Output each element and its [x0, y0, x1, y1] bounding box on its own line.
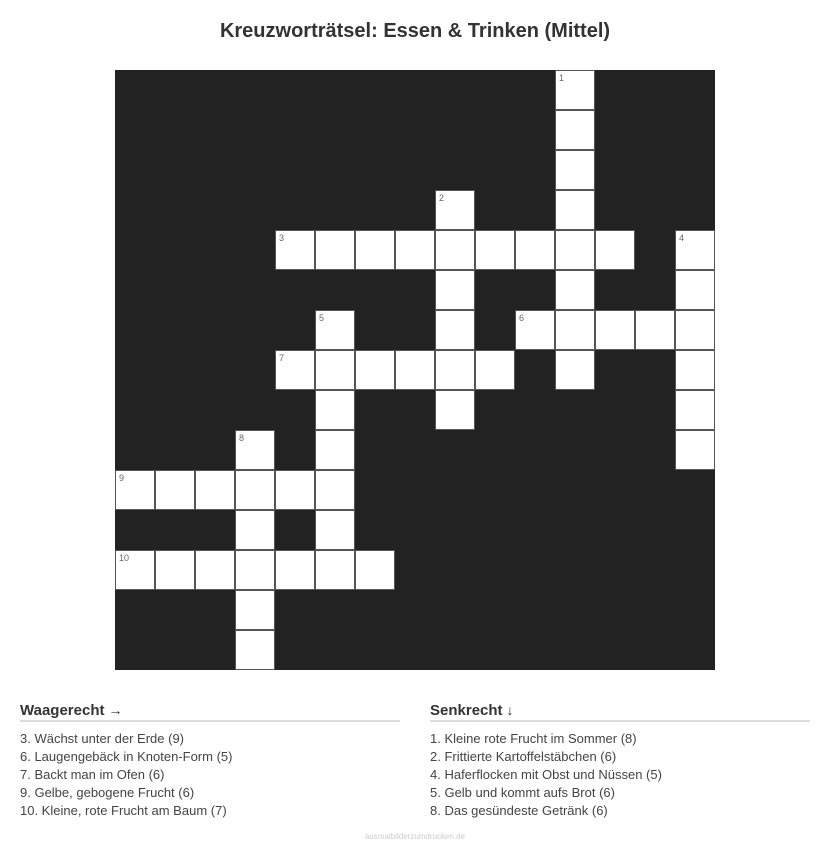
grid-cell[interactable]	[355, 350, 395, 390]
grid-cell[interactable]	[275, 350, 315, 390]
grid-cell[interactable]	[235, 590, 275, 630]
grid-cell[interactable]	[675, 230, 715, 270]
grid-cell[interactable]	[235, 630, 275, 670]
grid-cell[interactable]	[555, 310, 595, 350]
crossword-grid	[115, 70, 715, 670]
across-clue: 6. Laugengebäck in Knoten-Form (5)	[20, 749, 233, 764]
page-title: Kreuzworträtsel: Essen & Trinken (Mittel)	[219, 20, 611, 42]
across-clue: 9. Gelbe, gebogene Frucht (6)	[20, 785, 195, 800]
grid-cell[interactable]	[675, 310, 715, 350]
grid-cell[interactable]	[475, 230, 515, 270]
grid-cell[interactable]	[155, 470, 195, 510]
cell-number: 2	[439, 193, 445, 203]
grid-cell[interactable]	[555, 190, 595, 230]
grid-cell[interactable]	[315, 430, 355, 470]
grid-cell[interactable]	[435, 270, 475, 310]
grid-cell[interactable]	[435, 190, 475, 230]
down-heading	[430, 702, 810, 722]
grid-cell[interactable]	[315, 470, 355, 510]
arrow-right-icon: →	[108, 702, 123, 718]
grid-cell[interactable]	[435, 390, 475, 430]
grid-cell[interactable]	[555, 150, 595, 190]
grid-cell[interactable]	[675, 270, 715, 310]
grid-cell[interactable]	[275, 550, 315, 590]
grid-cell[interactable]	[635, 310, 675, 350]
cell-number: 6	[519, 313, 525, 323]
across-heading-label: Waagerecht	[20, 702, 105, 719]
grid-cell[interactable]	[675, 430, 715, 470]
across-clue: 10. Kleine, rote Frucht am Baum (7)	[20, 803, 227, 818]
cell-number: 10	[119, 553, 130, 563]
cell-number: 7	[279, 353, 285, 363]
grid-cell[interactable]	[355, 230, 395, 270]
down-clue: 8. Das gesündeste Getränk (6)	[430, 803, 608, 818]
grid-cell[interactable]	[475, 350, 515, 390]
grid-cell[interactable]	[675, 350, 715, 390]
grid-cell[interactable]	[235, 510, 275, 550]
down-clue: 1. Kleine rote Frucht im Sommer (8)	[430, 731, 637, 746]
arrow-down-icon: ↓	[506, 702, 514, 718]
grid-cell[interactable]	[595, 310, 635, 350]
grid-cell[interactable]	[515, 310, 555, 350]
grid-cell[interactable]	[195, 550, 235, 590]
grid-cell[interactable]	[115, 550, 155, 590]
grid-cell[interactable]	[115, 470, 155, 510]
grid-cell[interactable]	[515, 230, 555, 270]
down-clues	[430, 702, 810, 820]
grid-cell[interactable]	[315, 550, 355, 590]
grid-cell[interactable]	[555, 70, 595, 110]
grid-cell[interactable]	[595, 230, 635, 270]
across-clue-list	[20, 730, 400, 820]
grid-cell[interactable]	[395, 350, 435, 390]
across-heading	[20, 702, 400, 722]
grid-cell[interactable]	[435, 350, 475, 390]
across-clue: 7. Backt man im Ofen (6)	[20, 767, 165, 782]
grid-cell[interactable]	[355, 550, 395, 590]
grid-cell[interactable]	[555, 350, 595, 390]
grid-cell[interactable]	[555, 270, 595, 310]
grid-cell[interactable]	[235, 430, 275, 470]
grid-cell[interactable]	[315, 390, 355, 430]
cell-number: 1	[559, 73, 565, 83]
grid-cell[interactable]	[315, 350, 355, 390]
across-clue: 3. Wächst unter der Erde (9)	[20, 731, 185, 746]
cell-number: 8	[239, 433, 245, 443]
grid-cell[interactable]	[675, 390, 715, 430]
down-heading-label: Senkrecht	[430, 702, 503, 719]
grid-cell[interactable]	[195, 470, 235, 510]
grid-cell[interactable]	[555, 110, 595, 150]
cell-number: 4	[679, 233, 685, 243]
grid-cell[interactable]	[235, 550, 275, 590]
footer-credit: ausmalbilderzumdrucken.de	[364, 832, 466, 841]
down-clue: 4. Haferflocken mit Obst und Nüssen (5)	[430, 767, 662, 782]
cell-number: 3	[279, 233, 285, 243]
cell-number: 5	[319, 313, 325, 323]
grid-cell[interactable]	[315, 310, 355, 350]
grid-cell[interactable]	[315, 510, 355, 550]
grid-cell[interactable]	[235, 470, 275, 510]
grid-cell[interactable]	[435, 230, 475, 270]
grid-cell[interactable]	[395, 230, 435, 270]
down-clue: 2. Frittierte Kartoffelstäbchen (6)	[430, 749, 617, 764]
grid-cell[interactable]	[275, 230, 315, 270]
down-clue: 5. Gelb und kommt aufs Brot (6)	[430, 785, 615, 800]
grid-cell[interactable]	[435, 310, 475, 350]
grid-cell[interactable]	[555, 230, 595, 270]
grid-cell[interactable]	[275, 470, 315, 510]
cell-number: 9	[119, 473, 125, 483]
grid-cell[interactable]	[315, 230, 355, 270]
down-clue-list	[430, 730, 810, 820]
grid-cell[interactable]	[155, 550, 195, 590]
across-clues	[20, 702, 400, 820]
